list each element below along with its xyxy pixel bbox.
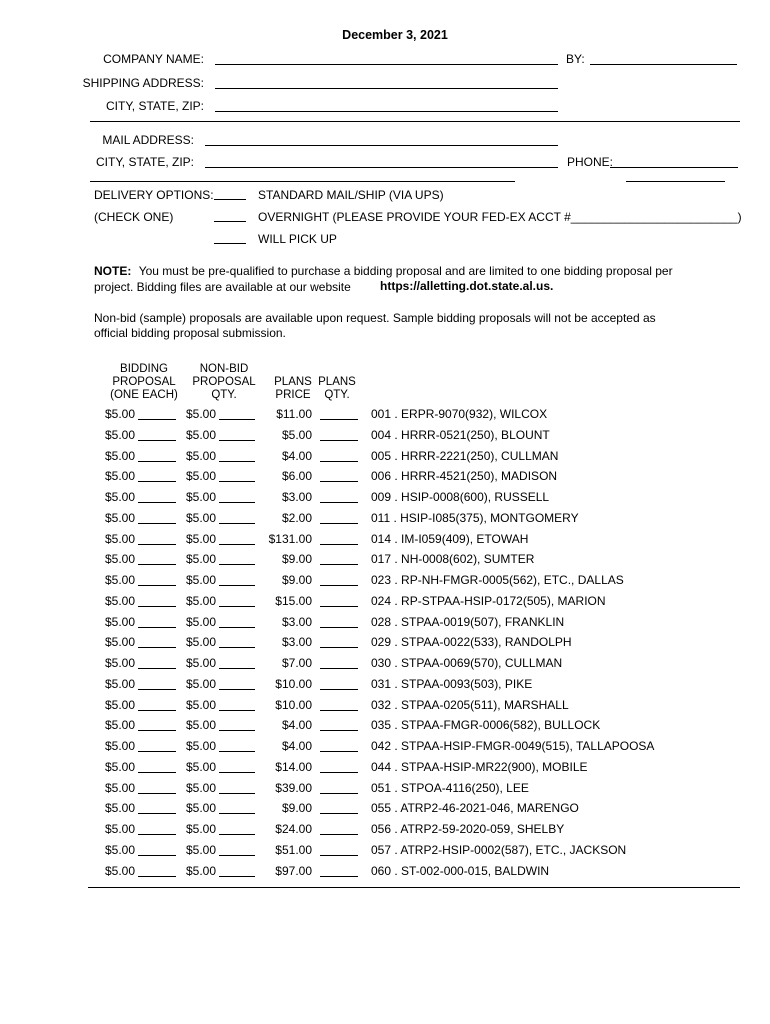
bidding-price: $5.00 [105, 864, 136, 878]
nonbid-price: $5.00 [186, 739, 217, 753]
bidding-price: $5.00 [105, 801, 136, 815]
plans-price: $51.00 [275, 843, 312, 857]
nonbid-price: $5.00 [186, 615, 217, 629]
nonbid-qty-field[interactable] [219, 730, 255, 731]
plans-price: $3.00 [281, 615, 312, 629]
plans-qty-field[interactable] [320, 855, 358, 856]
table-bottom-rule [88, 887, 740, 888]
nonbid-price: $5.00 [186, 677, 217, 691]
bidding-price: $5.00 [105, 781, 136, 795]
phone-label: PHONE: [567, 155, 614, 169]
plans-qty-field[interactable] [320, 585, 358, 586]
header-line: (ONE EACH) [110, 389, 178, 401]
nonbid-price: $5.00 [186, 635, 217, 649]
plans-price: $3.00 [281, 490, 312, 504]
bidding-price: $5.00 [105, 449, 136, 463]
bidding-qty-field[interactable] [138, 751, 176, 752]
section-divider-2 [90, 181, 515, 182]
nonbid-price: $5.00 [186, 594, 217, 608]
plans-qty-field[interactable] [320, 481, 358, 482]
plans-qty-field[interactable] [320, 523, 358, 524]
header-line: QTY. [324, 389, 350, 401]
plans-qty-field[interactable] [320, 564, 358, 565]
nonbid-price: $5.00 [186, 718, 217, 732]
bidding-qty-field[interactable] [138, 544, 176, 545]
bidding-price: $5.00 [105, 843, 136, 857]
header-line: BIDDING [120, 363, 168, 375]
bidding-price: $5.00 [105, 428, 136, 442]
nonbid-qty-field[interactable] [219, 689, 255, 690]
project-label: 001 . ERPR-9070(932), WILCOX [371, 407, 548, 421]
check-one-label: (CHECK ONE) [94, 210, 174, 224]
nonbid-price: $5.00 [186, 801, 217, 815]
bidding-qty-field[interactable] [138, 523, 176, 524]
nonbid-price: $5.00 [186, 490, 217, 504]
plans-qty-field[interactable] [320, 710, 358, 711]
bidding-price: $5.00 [105, 573, 136, 587]
plans-price: $2.00 [281, 511, 312, 525]
plans-qty-field[interactable] [320, 689, 358, 690]
plans-qty-field[interactable] [320, 813, 358, 814]
bidding-qty-field[interactable] [138, 606, 176, 607]
project-label: 056 . ATRP2-59-2020-059, SHELBY [371, 822, 565, 836]
by-label: BY: [566, 52, 585, 66]
plans-qty-field[interactable] [320, 751, 358, 752]
plans-price: $6.00 [281, 469, 312, 483]
bidding-price: $5.00 [105, 552, 136, 566]
project-label: 031 . STPAA-0093(503), PIKE [371, 677, 533, 691]
delivery-standard-text: STANDARD MAIL/SHIP (VIA UPS) [258, 188, 444, 202]
header-line: PRICE [275, 389, 311, 401]
nonbid-price: $5.00 [186, 656, 217, 670]
plans-price: $131.00 [268, 532, 312, 546]
nonbid-qty-field[interactable] [219, 793, 255, 794]
nonbid-price: $5.00 [186, 469, 217, 483]
header-line: PLANS [274, 376, 312, 388]
by-field[interactable] [590, 64, 737, 65]
plans-price: $7.00 [281, 656, 312, 670]
document-date: December 3, 2021 [342, 28, 448, 42]
bidding-price: $5.00 [105, 532, 136, 546]
bidding-qty-field[interactable] [138, 668, 176, 669]
nonbid-qty-field[interactable] [219, 419, 255, 420]
nonbid-qty-field[interactable] [219, 585, 255, 586]
bidding-qty-field[interactable] [138, 461, 176, 462]
bidding-qty-field[interactable] [138, 502, 176, 503]
plans-price: $4.00 [281, 718, 312, 732]
bidding-qty-field[interactable] [138, 793, 176, 794]
plans-price: $9.00 [281, 552, 312, 566]
plans-qty-field[interactable] [320, 772, 358, 773]
shipping-address-label: SHIPPING ADDRESS: [82, 76, 204, 90]
nonbid-qty-field[interactable] [219, 876, 255, 877]
nonbid-qty-field[interactable] [219, 461, 255, 462]
plans-price: $3.00 [281, 635, 312, 649]
bidding-price: $5.00 [105, 594, 136, 608]
nonbid-proposal-header [186, 363, 262, 402]
company-name-label: COMPANY NAME: [103, 52, 204, 66]
project-label: 051 . STPOA-4116(250), LEE [371, 781, 529, 795]
bidding-qty-field[interactable] [138, 834, 176, 835]
nonbid-price: $5.00 [186, 781, 217, 795]
project-label: 011 . HSIP-I085(375), MONTGOMERY [371, 511, 579, 525]
header-line: PROPOSAL [112, 376, 176, 388]
section-divider-3 [626, 181, 725, 182]
delivery-standard-checkbox[interactable] [214, 199, 246, 200]
plans-price: $10.00 [275, 698, 312, 712]
city-state-zip-field-1[interactable] [215, 111, 558, 112]
bidding-qty-field[interactable] [138, 647, 176, 648]
phone-field[interactable] [610, 167, 738, 168]
plans-price: $9.00 [281, 573, 312, 587]
bidding-qty-field[interactable] [138, 585, 176, 586]
bidding-price: $5.00 [105, 656, 136, 670]
plans-price: $15.00 [275, 594, 312, 608]
project-label: 060 . ST-002-000-015, BALDWIN [371, 864, 550, 878]
nonbid-qty-field[interactable] [219, 544, 255, 545]
nonbid-qty-field[interactable] [219, 564, 255, 565]
plans-qty-field[interactable] [320, 834, 358, 835]
project-label: 009 . HSIP-0008(600), RUSSELL [371, 490, 550, 504]
nonbid-qty-field[interactable] [219, 772, 255, 773]
bidding-qty-field[interactable] [138, 481, 176, 482]
nonbid-qty-field[interactable] [219, 813, 255, 814]
plans-price: $5.00 [281, 428, 312, 442]
project-label: 014 . IM-I059(409), ETOWAH [371, 532, 529, 546]
nonbid-price: $5.00 [186, 511, 217, 525]
plans-price: $97.00 [275, 864, 312, 878]
nonbid-qty-field[interactable] [219, 606, 255, 607]
nonbid-qty-field[interactable] [219, 834, 255, 835]
nonbid-line-2: official bidding proposal submission. [94, 326, 286, 340]
project-label: 028 . STPAA-0019(507), FRANKLIN [371, 615, 565, 629]
bidding-price: $5.00 [105, 469, 136, 483]
bidding-qty-field[interactable] [138, 772, 176, 773]
plans-qty-field[interactable] [320, 440, 358, 441]
note-line-1 [94, 264, 673, 278]
delivery-pickup-checkbox[interactable] [214, 243, 246, 244]
plans-qty-field[interactable] [320, 419, 358, 420]
nonbid-qty-field[interactable] [219, 710, 255, 711]
company-name-field[interactable] [215, 64, 558, 65]
nonbid-line-1: Non-bid (sample) proposals are available upon request. Sample bidding proposals will not be accepted as [94, 311, 656, 325]
bidding-proposal-header [104, 363, 184, 402]
plans-price: $11.00 [276, 407, 312, 421]
shipping-address-field[interactable] [215, 88, 558, 89]
mail-address-label: MAIL ADDRESS: [102, 133, 194, 147]
bidding-price: $5.00 [105, 490, 136, 504]
bidding-qty-field[interactable] [138, 855, 176, 856]
note-label: NOTE: [94, 264, 132, 278]
project-label: 006 . HRRR-4521(250), MADISON [371, 469, 558, 483]
header-line: NON-BID [199, 363, 249, 375]
nonbid-qty-field[interactable] [219, 502, 255, 503]
plans-qty-field[interactable] [320, 606, 358, 607]
bidding-price: $5.00 [105, 407, 136, 421]
bidding-qty-field[interactable] [138, 710, 176, 711]
nonbid-price: $5.00 [186, 822, 217, 836]
bidding-price: $5.00 [105, 615, 136, 629]
project-label: 004 . HRRR-0521(250), BLOUNT [371, 428, 550, 442]
bidding-price: $5.00 [105, 760, 136, 774]
nonbid-price: $5.00 [186, 407, 217, 421]
project-label: 029 . STPAA-0022(533), RANDOLPH [371, 635, 572, 649]
nonbid-price: $5.00 [186, 698, 217, 712]
nonbid-qty-field[interactable] [219, 668, 255, 669]
nonbid-price: $5.00 [186, 428, 217, 442]
nonbid-price: $5.00 [186, 532, 217, 546]
plans-qty-header [316, 376, 358, 402]
nonbid-price: $5.00 [186, 552, 217, 566]
project-label: 057 . ATRP2-HSIP-0002(587), ETC., JACKSON [371, 843, 627, 857]
plans-qty-field[interactable] [320, 647, 358, 648]
plans-qty-field[interactable] [320, 461, 358, 462]
nonbid-qty-field[interactable] [219, 647, 255, 648]
bidding-price: $5.00 [105, 511, 136, 525]
plans-qty-field[interactable] [320, 730, 358, 731]
delivery-pickup-text: WILL PICK UP [258, 232, 337, 246]
plans-price: $10.00 [275, 677, 312, 691]
delivery-overnight-checkbox[interactable] [214, 221, 246, 222]
nonbid-price: $5.00 [186, 843, 217, 857]
plans-qty-field[interactable] [320, 627, 358, 628]
bidding-qty-field[interactable] [138, 564, 176, 565]
header-line: PROPOSAL [192, 376, 256, 388]
bidding-qty-field[interactable] [138, 813, 176, 814]
nonbid-price: $5.00 [186, 573, 217, 587]
bidding-qty-field[interactable] [138, 730, 176, 731]
project-label: 017 . NH-0008(602), SUMTER [371, 552, 535, 566]
bidding-qty-field[interactable] [138, 627, 176, 628]
city-state-zip-label-2: CITY, STATE, ZIP: [95, 155, 194, 169]
project-label: 030 . STPAA-0069(570), CULLMAN [371, 656, 563, 670]
nonbid-qty-field[interactable] [219, 481, 255, 482]
bidding-qty-field[interactable] [138, 440, 176, 441]
project-label: 024 . RP-STPAA-HSIP-0172(505), MARION [371, 594, 606, 608]
project-label: 055 . ATRP2-46-2021-046, MARENGO [371, 801, 579, 815]
bidding-price: $5.00 [105, 698, 136, 712]
project-label: 023 . RP-NH-FMGR-0005(562), ETC., DALLAS [371, 573, 624, 587]
nonbid-qty-field[interactable] [219, 855, 255, 856]
city-state-zip-label-1: CITY, STATE, ZIP: [105, 99, 204, 113]
project-label: 005 . HRRR-2221(250), CULLMAN [371, 449, 559, 463]
city-state-zip-field-2[interactable] [205, 167, 558, 168]
bidding-qty-field[interactable] [138, 419, 176, 420]
bidding-qty-field[interactable] [138, 876, 176, 877]
header-line: QTY. [211, 389, 237, 401]
bidding-qty-field[interactable] [138, 689, 176, 690]
plans-qty-field[interactable] [320, 793, 358, 794]
plans-price: $39.00 [275, 781, 312, 795]
website-link[interactable]: https://alletting.dot.state.al.us. [380, 279, 554, 293]
plans-qty-field[interactable] [320, 502, 358, 503]
plans-qty-field[interactable] [320, 544, 358, 545]
bidding-price: $5.00 [105, 718, 136, 732]
note-line-2: project. Bidding files are available at our website [94, 280, 351, 294]
plans-price: $4.00 [281, 449, 312, 463]
header-line: PLANS [318, 376, 356, 388]
bidding-price: $5.00 [105, 677, 136, 691]
nonbid-qty-field[interactable] [219, 523, 255, 524]
mail-address-field[interactable] [205, 145, 558, 146]
plans-qty-field[interactable] [320, 668, 358, 669]
delivery-overnight-text: OVERNIGHT (PLEASE PROVIDE YOUR FED-EX ACCT #_________________________) [258, 210, 742, 224]
plans-price: $9.00 [281, 801, 312, 815]
nonbid-price: $5.00 [186, 449, 217, 463]
project-label: 044 . STPAA-HSIP-MR22(900), MOBILE [371, 760, 588, 774]
note-text-1: You must be pre-qualified to purchase a bidding proposal and are limited to one bidding proposal per [138, 264, 673, 278]
plans-price: $24.00 [275, 822, 312, 836]
plans-price: $14.00 [275, 760, 312, 774]
project-label: 035 . STPAA-FMGR-0006(582), BULLOCK [371, 718, 601, 732]
plans-qty-field[interactable] [320, 876, 358, 877]
nonbid-qty-field[interactable] [219, 751, 255, 752]
section-divider [90, 121, 740, 122]
plans-price: $4.00 [281, 739, 312, 753]
bidding-price: $5.00 [105, 739, 136, 753]
plans-price-header [272, 376, 314, 402]
project-label: 032 . STPAA-0205(511), MARSHALL [371, 698, 569, 712]
nonbid-qty-field[interactable] [219, 627, 255, 628]
nonbid-price: $5.00 [186, 864, 217, 878]
project-label: 042 . STPAA-HSIP-FMGR-0049(515), TALLAPOOSA [371, 739, 655, 753]
bidding-price: $5.00 [105, 822, 136, 836]
delivery-options-label: DELIVERY OPTIONS: [94, 188, 214, 202]
nonbid-qty-field[interactable] [219, 440, 255, 441]
bidding-price: $5.00 [105, 635, 136, 649]
nonbid-price: $5.00 [186, 760, 217, 774]
